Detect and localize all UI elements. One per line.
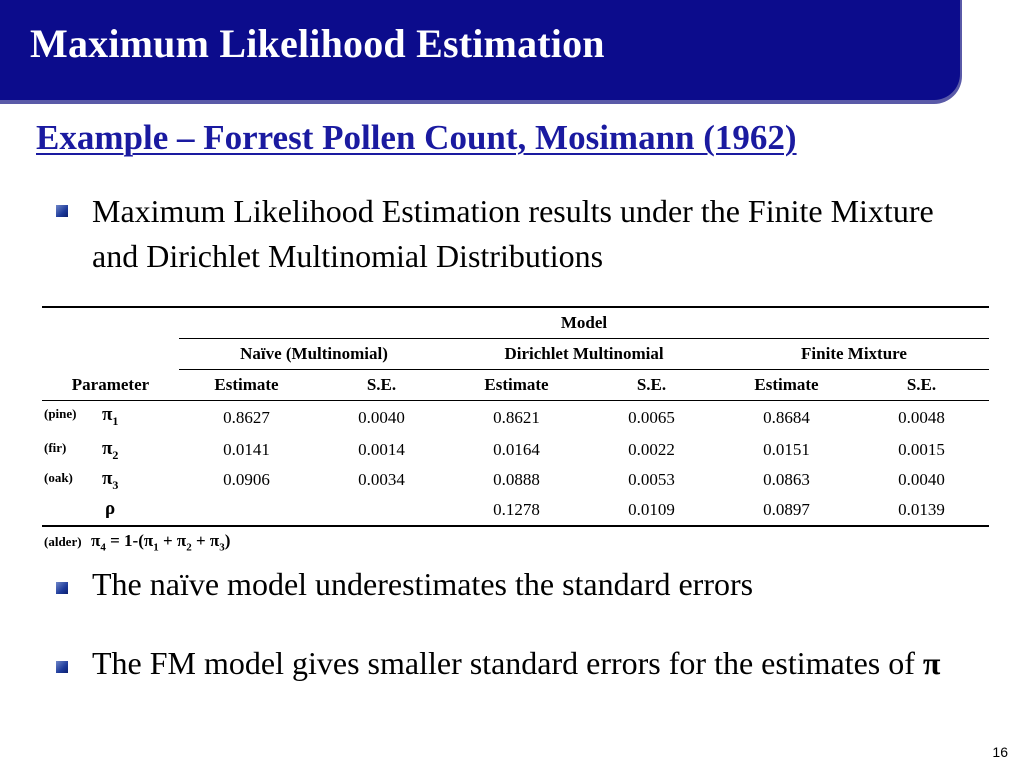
parameter-symbol: $\pi_2$: [102, 437, 119, 462]
parameter-cell: [42, 435, 179, 465]
table-cell: 0.0897: [719, 495, 854, 526]
group-header-dirichlet: Dirichlet Multinomial: [449, 339, 719, 370]
pi-symbol: π: [922, 645, 941, 681]
page-number: 16: [992, 744, 1008, 760]
table-cell: 0.0034: [358, 469, 405, 489]
table-cell: 0.0065: [628, 407, 675, 427]
table-cell: 0.0040: [358, 407, 405, 427]
table-cell: 0.0141: [223, 439, 270, 459]
table-row: [42, 435, 989, 465]
column-header: Estimate: [719, 370, 854, 401]
table-cell: 0.0863: [763, 469, 810, 489]
parameter-cell: [42, 465, 179, 495]
bullet-item-1: [56, 189, 956, 279]
table-cell: 0.0109: [584, 495, 719, 526]
table-cell: 0.0015: [898, 439, 945, 459]
group-header-naive: Naïve (Multinomial): [179, 339, 449, 370]
parameter-symbol: $\pi_1$: [102, 404, 119, 428]
table-row: [42, 495, 989, 526]
table-cell: 0.0048: [898, 407, 945, 427]
column-header: S.E.: [314, 370, 449, 401]
table-cell: 0.0040: [898, 469, 945, 489]
parameter-label: (fir): [44, 439, 67, 455]
table-cell: [179, 495, 314, 526]
table-cell: 0.0888: [493, 469, 540, 489]
table-cell: 0.0022: [628, 439, 675, 459]
table-cell: 0.0139: [854, 495, 989, 526]
table-row: [42, 465, 989, 495]
bullet-square-icon: [56, 582, 68, 594]
table-cell: 0.8684: [763, 407, 810, 427]
bullet-square-icon: [56, 661, 68, 673]
bullet-text: The naïve model underestimates the standard errors: [92, 566, 754, 602]
table-group-header-row: [42, 339, 989, 370]
table-model-header-row: [42, 307, 989, 339]
table-cell: [314, 495, 449, 526]
table-cell: 0.0053: [628, 469, 675, 489]
column-header: S.E.: [854, 370, 989, 401]
title-banner: [0, 0, 960, 100]
parameter-symbol: ρ: [105, 497, 116, 519]
parameter-cell: [42, 401, 179, 435]
table-column-header-row: [42, 370, 989, 401]
slide-title: Maximum Likelihood Estimation: [30, 21, 605, 66]
table-cell: 0.0151: [763, 439, 810, 459]
table-cell: 0.0014: [358, 439, 405, 459]
bullet-text: Maximum Likelihood Estimation results under the Finite Mixture and Dirichlet Multinomial Distributions: [92, 193, 934, 274]
table-cell: 0.0164: [493, 439, 540, 459]
footnote-equation: $\pi_4 = 1-(\pi_1 + \pi_2 + \pi_3)$: [91, 531, 231, 554]
group-header-finite-mixture: Finite Mixture: [719, 339, 989, 370]
model-header: Model: [179, 307, 989, 339]
table-row: [42, 401, 989, 435]
table-cell: 0.8621: [493, 407, 540, 427]
column-header: S.E.: [584, 370, 719, 401]
parameter-cell: [42, 495, 179, 526]
results-table: [42, 306, 989, 527]
parameter-label: (pine): [44, 406, 77, 421]
bullet-item-2: [56, 562, 956, 607]
slide-subtitle-link[interactable]: Example – Forrest Pollen Count, Mosimann (1962): [36, 118, 797, 157]
table-cell: 0.1278: [449, 495, 584, 526]
column-header: Estimate: [179, 370, 314, 401]
table-cell: 0.0906: [223, 469, 270, 489]
footnote-label: (alder): [44, 534, 82, 549]
table-cell: 0.8627: [223, 407, 270, 427]
bullet-text: The FM model gives smaller standard errors for the estimates of: [92, 645, 915, 681]
table-footnote: [44, 531, 230, 553]
parameter-label: (oak): [44, 469, 73, 485]
column-header: Estimate: [449, 370, 584, 401]
bullet-square-icon: [56, 205, 68, 217]
bullet-item-3: [56, 641, 956, 686]
column-header: Parameter: [42, 370, 179, 401]
bullet-text-container: [92, 641, 956, 686]
parameter-symbol: $\pi_3$: [102, 467, 119, 492]
